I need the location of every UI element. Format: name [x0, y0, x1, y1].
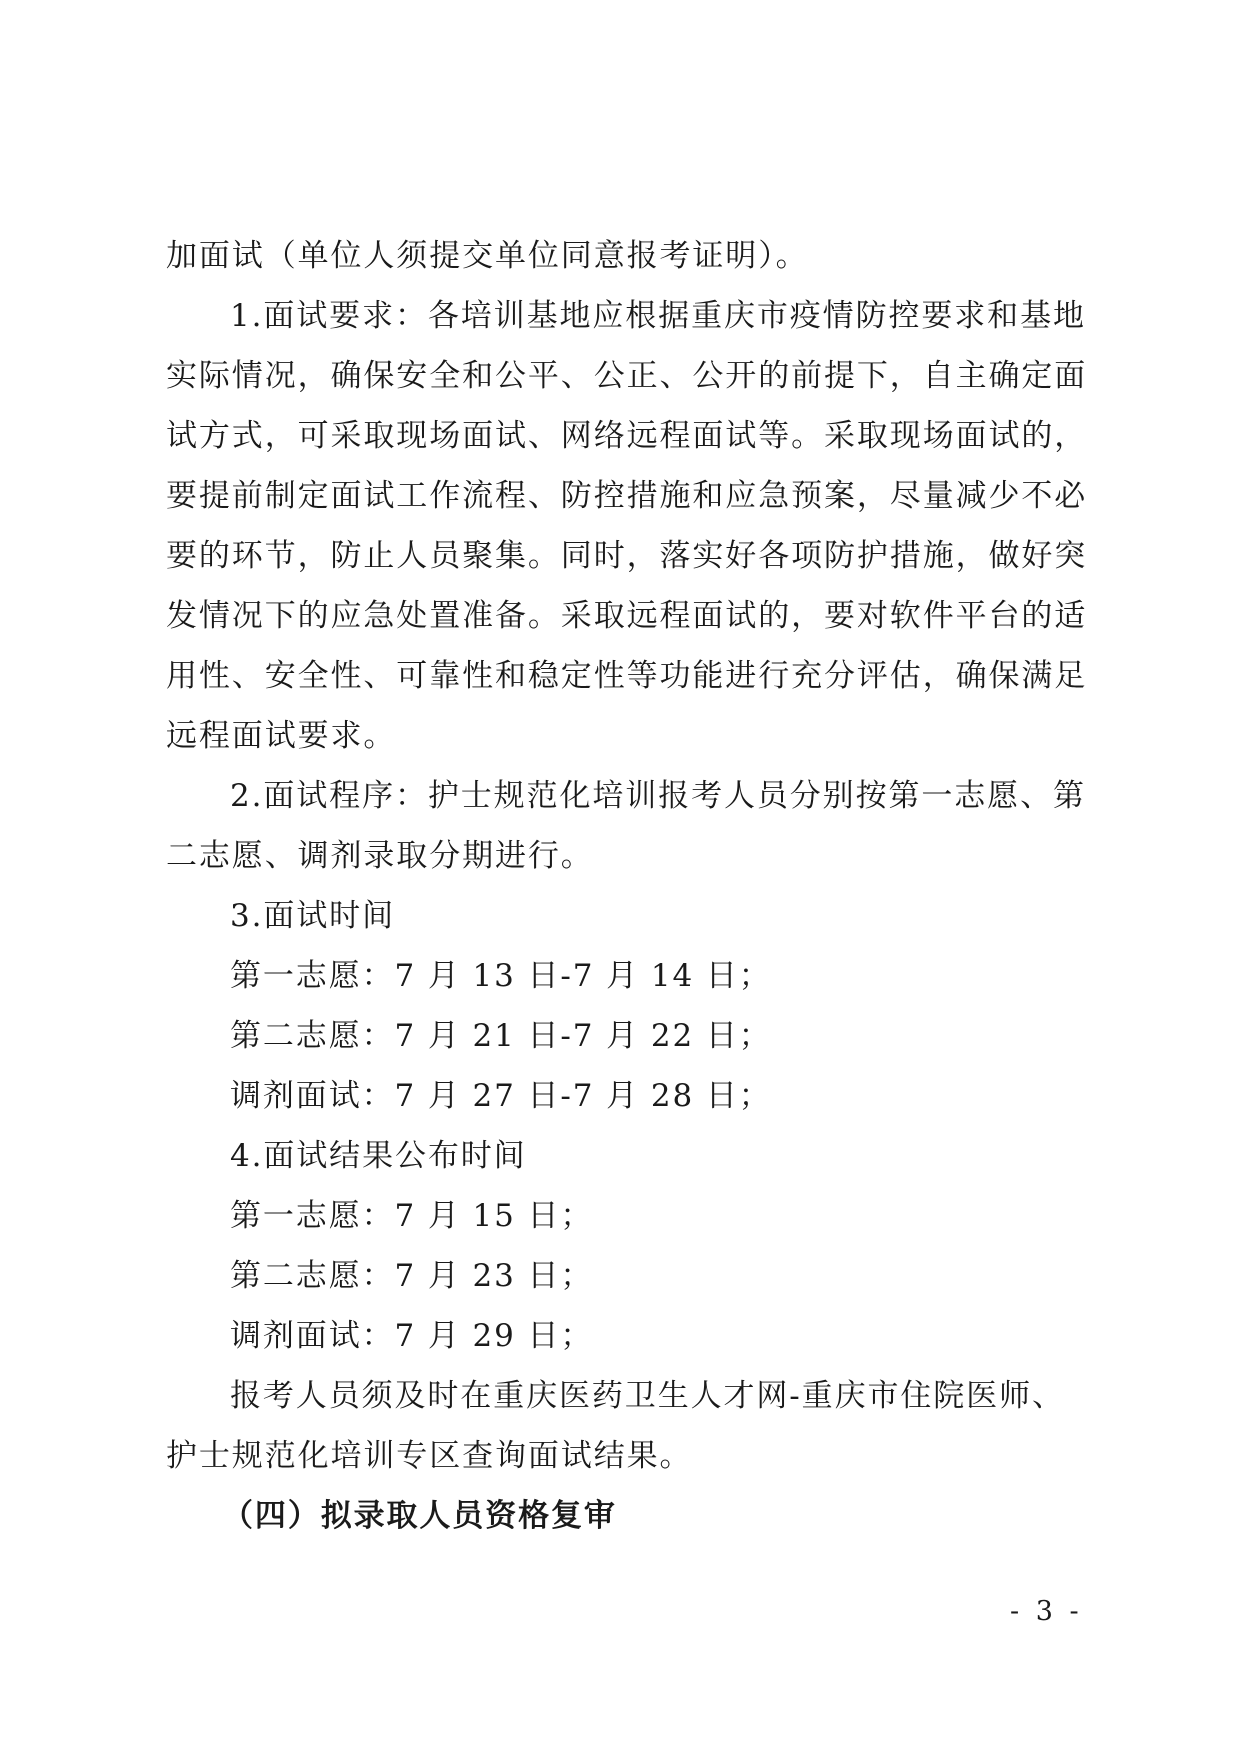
paragraph-line: 报考人员须及时在重庆医药卫生人才网-重庆市住院医师、 [230, 1378, 1065, 1414]
schedule-line: 第一志愿：7 月 15 日； [230, 1198, 594, 1234]
schedule-line: 第二志愿：7 月 21 日-7 月 22 日； [230, 1018, 772, 1054]
paragraph-line: 远程面试要求。 [166, 718, 397, 754]
paragraph-line: 护士规范化培训专区查询面试结果。 [166, 1438, 693, 1474]
paragraph-line: 发情况下的应急处置准备。采取远程面试的，要对软件平台的适 [166, 598, 1088, 634]
schedule-line: 调剂面试：7 月 29 日； [230, 1318, 594, 1354]
schedule-line: 第一志愿：7 月 13 日-7 月 14 日； [230, 958, 772, 994]
section-heading: （四）拟录取人员资格复审 [222, 1498, 617, 1534]
paragraph-line: 3.面试时间 [230, 898, 395, 934]
paragraph-line: 用性、安全性、可靠性和稳定性等功能进行充分评估，确保满足 [166, 658, 1088, 694]
paragraph-line: 试方式，可采取现场面试、网络远程面试等。采取现场面试的， [166, 418, 1088, 454]
paragraph-line: 2.面试程序：护士规范化培训报考人员分别按第一志愿、第 [230, 778, 1086, 814]
page-number: - 3 - [1010, 1596, 1083, 1627]
paragraph-line: 加面试（单位人须提交单位同意报考证明）。 [166, 238, 809, 274]
paragraph-line: 1.面试要求：各培训基地应根据重庆市疫情防控要求和基地 [230, 298, 1086, 334]
paragraph-line: 二志愿、调剂录取分期进行。 [166, 838, 594, 874]
paragraph-line: 4.面试结果公布时间 [230, 1138, 527, 1174]
schedule-line: 调剂面试：7 月 27 日-7 月 28 日； [230, 1078, 772, 1114]
paragraph-line: 实际情况，确保安全和公平、公正、公开的前提下，自主确定面 [166, 358, 1088, 394]
schedule-line: 第二志愿：7 月 23 日； [230, 1258, 594, 1294]
paragraph-line: 要提前制定面试工作流程、防控措施和应急预案，尽量减少不必 [166, 478, 1088, 514]
paragraph-line: 要的环节，防止人员聚集。同时，落实好各项防护措施，做好突 [166, 538, 1088, 574]
